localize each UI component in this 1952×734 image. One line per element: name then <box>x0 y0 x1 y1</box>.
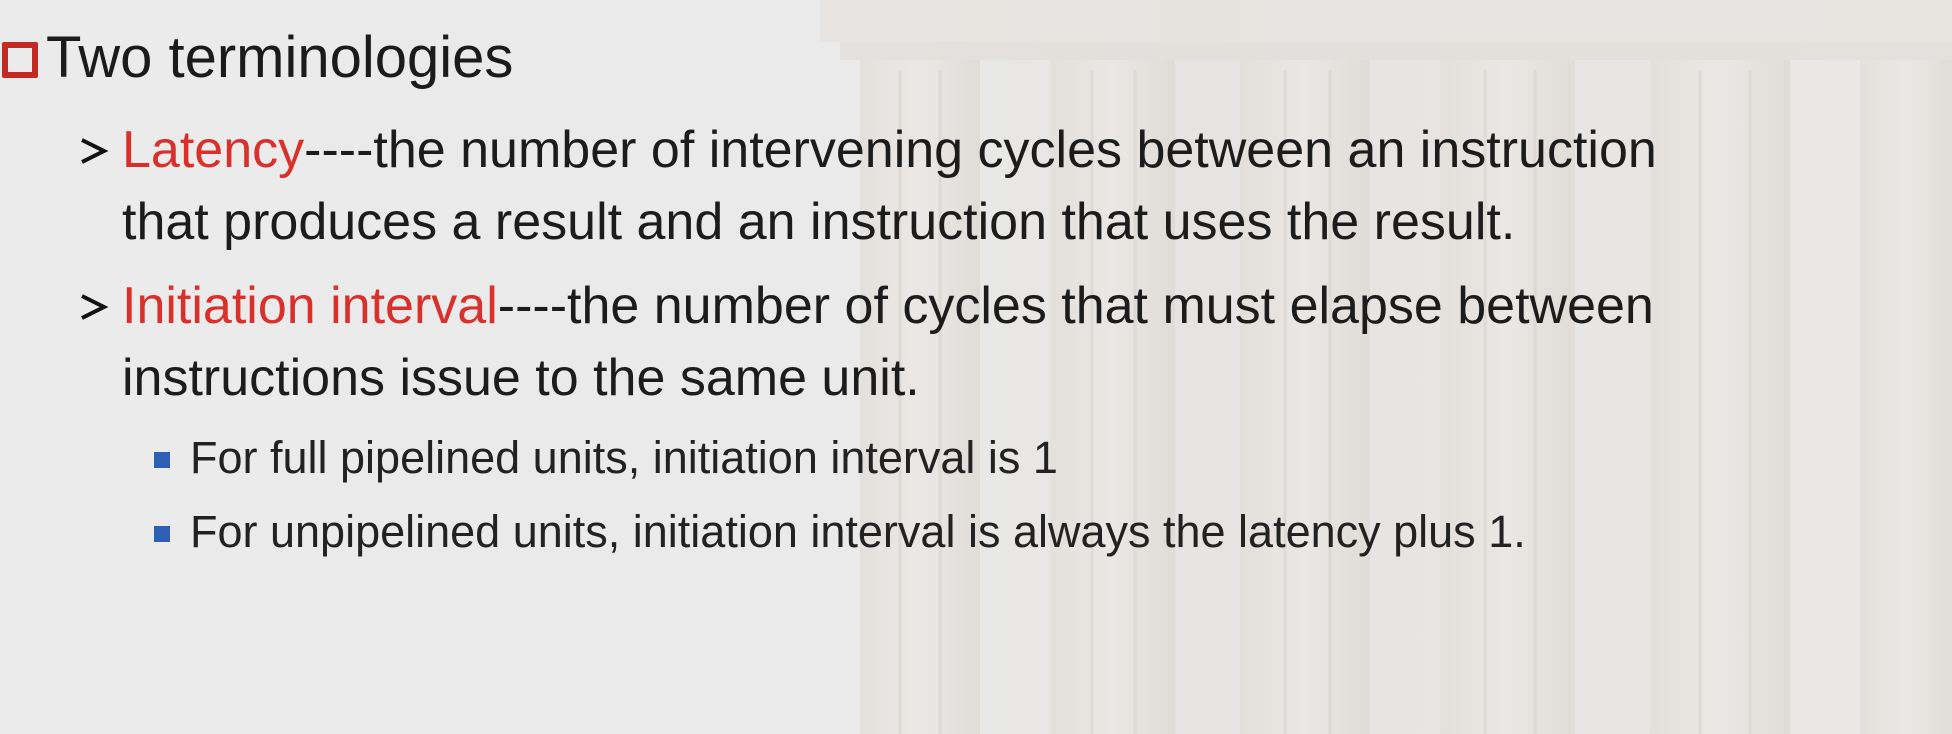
arrow-bullet-icon <box>76 136 112 166</box>
square-bullet-icon <box>154 526 170 542</box>
definition-line-1 <box>122 270 1942 342</box>
separator: ---- <box>497 277 568 335</box>
definition-text: the number of cycles that must elapse between <box>567 277 1654 335</box>
separator: ---- <box>304 121 374 179</box>
arrow-bullet-icon <box>76 292 112 322</box>
square-bullet-icon <box>154 452 170 468</box>
definition-line-2: instructions issue to the same unit. <box>122 349 920 407</box>
definition-latency <box>122 114 1942 258</box>
heading-text: Two terminologies <box>46 25 514 90</box>
heading-item <box>2 22 513 94</box>
sub-point-text: For unpipelined units, initiation interval is always the latency plus 1. <box>190 506 1526 557</box>
term-latency: Latency <box>122 121 305 179</box>
definition-text: the number of intervening cycles between an instruction <box>373 121 1657 179</box>
term-initiation-interval: Initiation interval <box>122 277 498 335</box>
definition-line-2: that produces a result and an instruction that uses the result. <box>122 193 1516 251</box>
hollow-square-bullet-icon <box>2 42 38 78</box>
sub-point-unpipelined <box>190 502 1526 562</box>
definition-line-1 <box>122 114 1942 186</box>
definition-initiation-interval <box>122 270 1942 414</box>
sub-point-full-pipelined <box>190 428 1058 488</box>
sub-point-text: For full pipelined units, initiation interval is 1 <box>190 432 1058 483</box>
